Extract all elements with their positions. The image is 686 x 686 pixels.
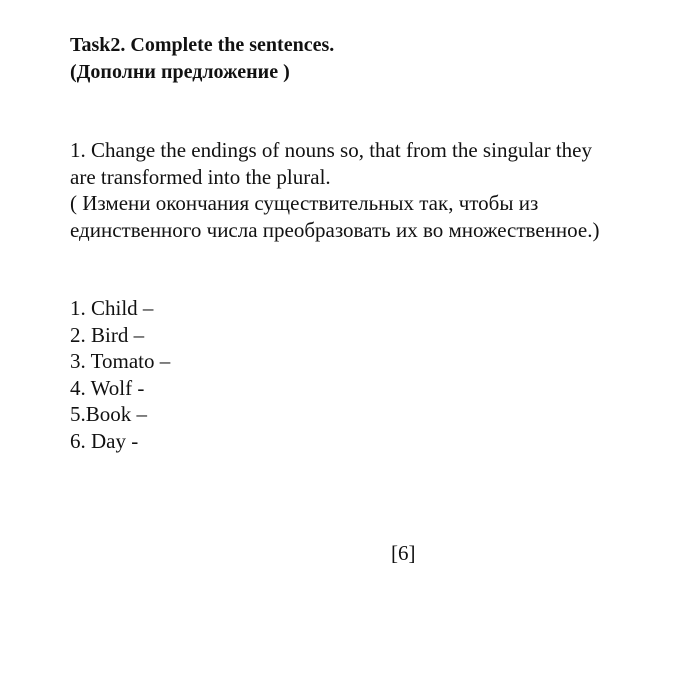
instruction-line: 1. Change the endings of nouns so, that from the singular they bbox=[70, 138, 592, 162]
task-subtitle: (Дополни предложение ) bbox=[70, 61, 290, 83]
noun-list bbox=[70, 295, 170, 454]
list-item: 5.Book – bbox=[70, 402, 148, 426]
list-item: 2. Bird – bbox=[70, 322, 145, 347]
list-item: 6. Day - bbox=[70, 428, 139, 453]
instruction-line: единственного числа преобразовать их во множественное.) bbox=[70, 217, 600, 242]
task-instruction bbox=[70, 137, 670, 243]
instruction-line: ( Измени окончания существительных так, чтобы из bbox=[70, 191, 539, 215]
task-heading bbox=[70, 32, 650, 86]
list-item: 1. Child – bbox=[70, 296, 154, 320]
list-item: 4. Wolf - bbox=[70, 375, 145, 400]
task-title: Task2. Complete the sentences. bbox=[70, 34, 335, 56]
score-marks: [6] bbox=[391, 541, 416, 565]
list-item: 3. Tomato – bbox=[70, 349, 171, 373]
instruction-line: are transformed into the plural. bbox=[70, 164, 331, 189]
